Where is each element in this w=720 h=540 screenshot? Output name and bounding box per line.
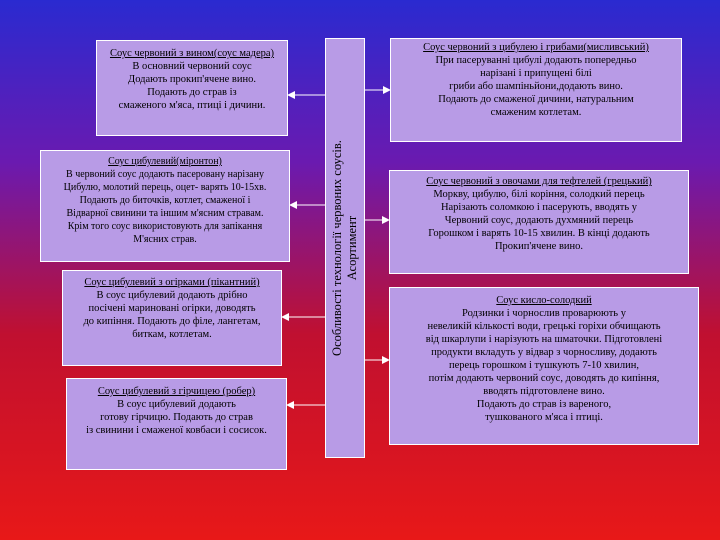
central-topic-subtitle: Асортимент <box>345 215 359 281</box>
box-text: В соус цибулевий додають готову гірчицю. Подають до страв із свинини і смаженої ковбаси і сосисок. <box>86 399 267 436</box>
box-robert-sauce <box>66 378 287 470</box>
box-title: Соус цибулевий з огірками (пікантний) <box>84 277 260 288</box>
box-sweet-sour-sauce <box>389 287 699 445</box>
box-text: В основний червоний соус Додають прокип'ячене вино. Подають до страв із смаженого м'яса, птиці і дичини. <box>118 61 266 111</box>
box-text: В соус цибулевий додають дрібно посічені мариновані огірки, доводять до кипіння. Подають до філе, лангетам, биткам, котлетам. <box>83 290 261 340</box>
box-greek-sauce <box>389 170 689 274</box>
box-madeira-sauce <box>96 40 288 136</box>
central-topic-box <box>325 38 365 458</box>
box-title: Соус цибулевий(міронтон) <box>108 156 222 167</box>
box-title: Соус червоний з цибулею і грибами(мисливський) <box>423 42 649 53</box>
box-text: В червоний соус додають пасеровану нарізану Цибулю, молотий перець, оцет- варять 10-15хв. Подають до биточків, котлет, смаженої і Відварної свинини та іншим м'ясним стравам. Крім того соус використовують для запікання М'ясних страв. <box>63 169 267 245</box>
central-topic-title: Особливості технології червоних соусів. <box>330 140 344 356</box>
box-piquant-sauce <box>62 270 282 366</box>
box-text: При пасеруванні цибулі додають попередньо нарізані і припущені білі гриби або шампіньйони,додають вино. Подають до смаженої дичини, натуральним смаженим котлетам. <box>435 55 637 118</box>
box-hunter-sauce <box>390 38 682 142</box>
box-title: Соус червоний з овочами для тефтелей (грецький) <box>426 176 652 187</box>
box-text: Родзинки і чорнослив проварюють у невеликій кількості води, грецькі горіхи обчищають від шкарлупи і нарізують на шматочки. Підготовлені продукти вкладуть у відвар з чорносливу, додають перець горошком і тушкують 7-10 хвилин, потім додають червоний соус, доводять до кипіння, вводять підготовлене вино. Подають до страв із вареного, тушкованого м'яса і птиці. <box>425 308 663 423</box>
box-title: Соус цибулевий з гірчицею (робер) <box>97 386 256 397</box>
box-title: Соус кисло-солодкий <box>496 295 592 306</box>
box-text: Моркву, цибулю, білі коріння, солодкий перець Нарізають соломкою і пасерують, вводять у Червоний соус, додають духмяний перець Горошком і варять 10-15 хвилин. В кінці додають Прокип'ячене вино. <box>428 189 650 252</box>
box-mironton-sauce <box>40 150 290 262</box>
box-title: Соус червоний з вином(соус мадера) <box>109 48 275 59</box>
